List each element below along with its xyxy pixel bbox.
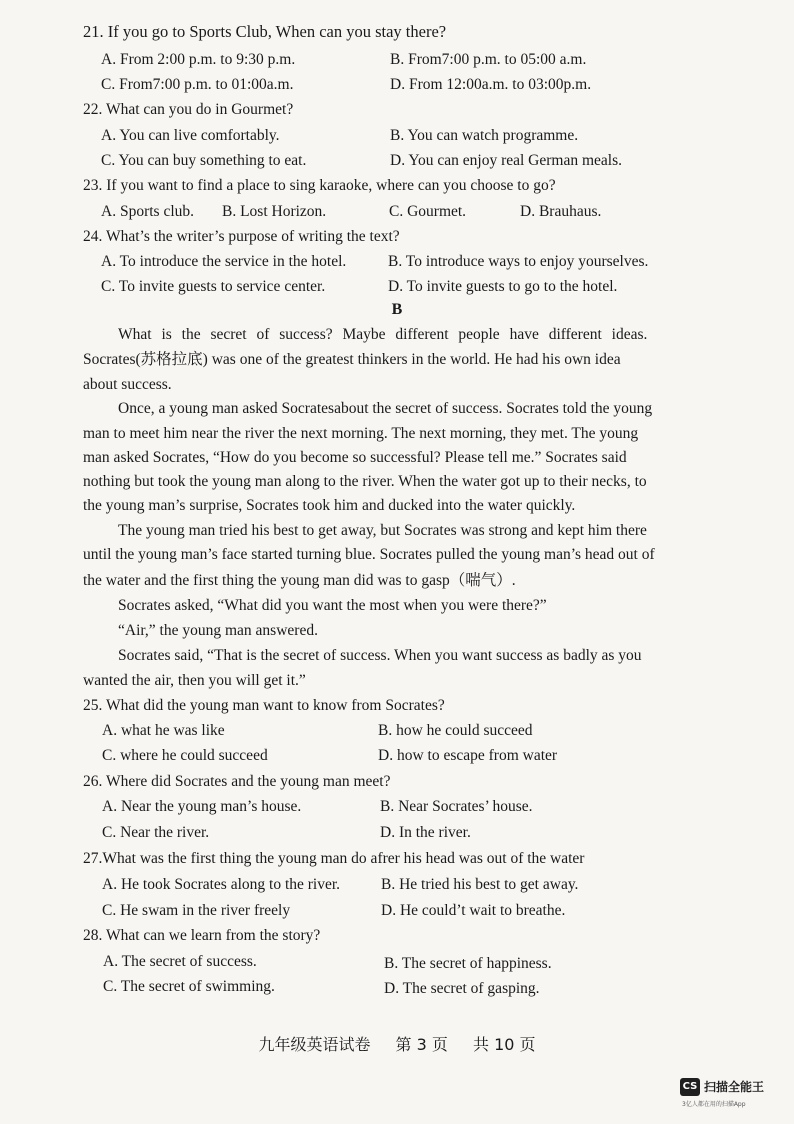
question-23: 23. If you want to find a place to sing karaoke, where can you choose to go? [83,177,556,194]
passage-line: wanted the air, then you will get it.” [83,672,306,689]
option-25c: C. where he could succeed [102,747,268,764]
question-24: 24. What’s the writer’s purpose of writing the text? [83,228,400,245]
option-27c: C. He swam in the river freely [102,902,291,919]
question-26: 26. Where did Socrates and the young man meet? [83,773,391,790]
option-23d: D. Brauhaus. [520,203,602,220]
scanner-logo [680,1078,780,1112]
footer-page-number: 第 3 页 [395,1035,448,1054]
option-23c: C. Gourmet. [389,203,467,220]
option-22d: D. You can enjoy real German meals. [390,152,623,169]
option-26c: C. Near the river. [102,824,210,841]
option-26d: D. In the river. [380,824,471,841]
camscanner-icon: CS [680,1078,700,1096]
option-21a: A. From 2:00 p.m. to 9:30 p.m. [101,51,296,68]
option-21d: D. From 12:00a.m. to 03:00p.m. [390,76,592,93]
passage-line: about success. [83,376,172,393]
option-24c: C. To invite guests to service center. [101,278,326,295]
question-22: 22. What can you do in Gourmet? [83,101,294,118]
option-21c: C. From7:00 p.m. to 01:00a.m. [101,76,294,93]
option-24d: D. To invite guests to go to the hotel. [388,278,618,295]
passage-line: the water and the first thing the young man did was to gasp（喘气）. [83,572,516,589]
option-28b: B. The secret of happiness. [384,955,552,972]
section-heading-b: B [391,301,403,318]
question-21: 21. If you go to Sports Club, When can you stay there? [83,22,447,41]
page-footer [0,1032,794,1055]
passage-line: the young man’s surprise, Socrates took him and ducked into the water quickly. [83,497,576,514]
question-27: 27.What was the first thing the young man do afrer his head was out of the water [83,850,585,867]
option-27d: D. He could’t wait to breathe. [381,902,566,919]
passage-line: Socrates said, “That is the secret of success. When you want success as badly as you [118,647,642,664]
passage-line: nothing but took the young man along to the river. When the water got up to their necks, to [83,473,647,490]
option-22c: C. You can buy something to eat. [101,152,307,169]
passage-line: The young man tried his best to get away, but Socrates was strong and kept him there [118,522,647,539]
option-25d: D. how to escape from water [378,747,558,764]
option-24a: A. To introduce the service in the hotel. [101,253,347,270]
option-27a: A. He took Socrates along to the river. [102,876,341,893]
footer-exam-title: 九年级英语试卷 [258,1035,371,1054]
passage-line: man asked Socrates, “How do you become so successful? Please tell me.” Socrates said [83,449,627,466]
passage-line: Socrates(苏格拉底) was one of the greatest thinkers in the world. He had his own idea [83,351,621,368]
logo-tagline: 3亿人都在用的扫描App [682,1101,746,1108]
option-28d: D. The secret of gasping. [384,980,540,997]
option-28c: C. The secret of swimming. [103,978,275,995]
passage-line: Socrates asked, “What did you want the most when you were there?” [118,597,547,614]
option-21b: B. From7:00 p.m. to 05:00 a.m. [390,51,587,68]
passage-line: Once, a young man asked Socratesabout the secret of success. Socrates told the young [118,400,653,417]
option-22a: A. You can live comfortably. [101,127,280,144]
option-28a: A. The secret of success. [103,953,257,970]
passage-line: until the young man’s face started turning blue. Socrates pulled the young man’s head out of [83,546,655,563]
option-22b: B. You can watch programme. [390,127,579,144]
question-25: 25. What did the young man want to know from Socrates? [83,697,445,714]
option-25a: A. what he was like [102,722,225,739]
option-27b: B. He tried his best to get away. [381,876,579,893]
option-24b: B. To introduce ways to enjoy yourselves. [388,253,649,270]
passage-line: What is the secret of success? Maybe different people have different ideas. [118,326,648,343]
footer-total-pages: 共 10 页 [473,1035,536,1054]
option-25b: B. how he could succeed [378,722,533,739]
question-28: 28. What can we learn from the story? [83,927,321,944]
option-23b: B. Lost Horizon. [222,203,327,220]
logo-app-name: 扫描全能王 [704,1080,765,1094]
passage-line: man to meet him near the river the next morning. The next morning, they met. The young [83,425,639,442]
option-26b: B. Near Socrates’ house. [380,798,533,815]
option-23a: A. Sports club. [101,203,194,220]
passage-line: “Air,” the young man answered. [118,622,318,639]
option-26a: A. Near the young man’s house. [102,798,302,815]
